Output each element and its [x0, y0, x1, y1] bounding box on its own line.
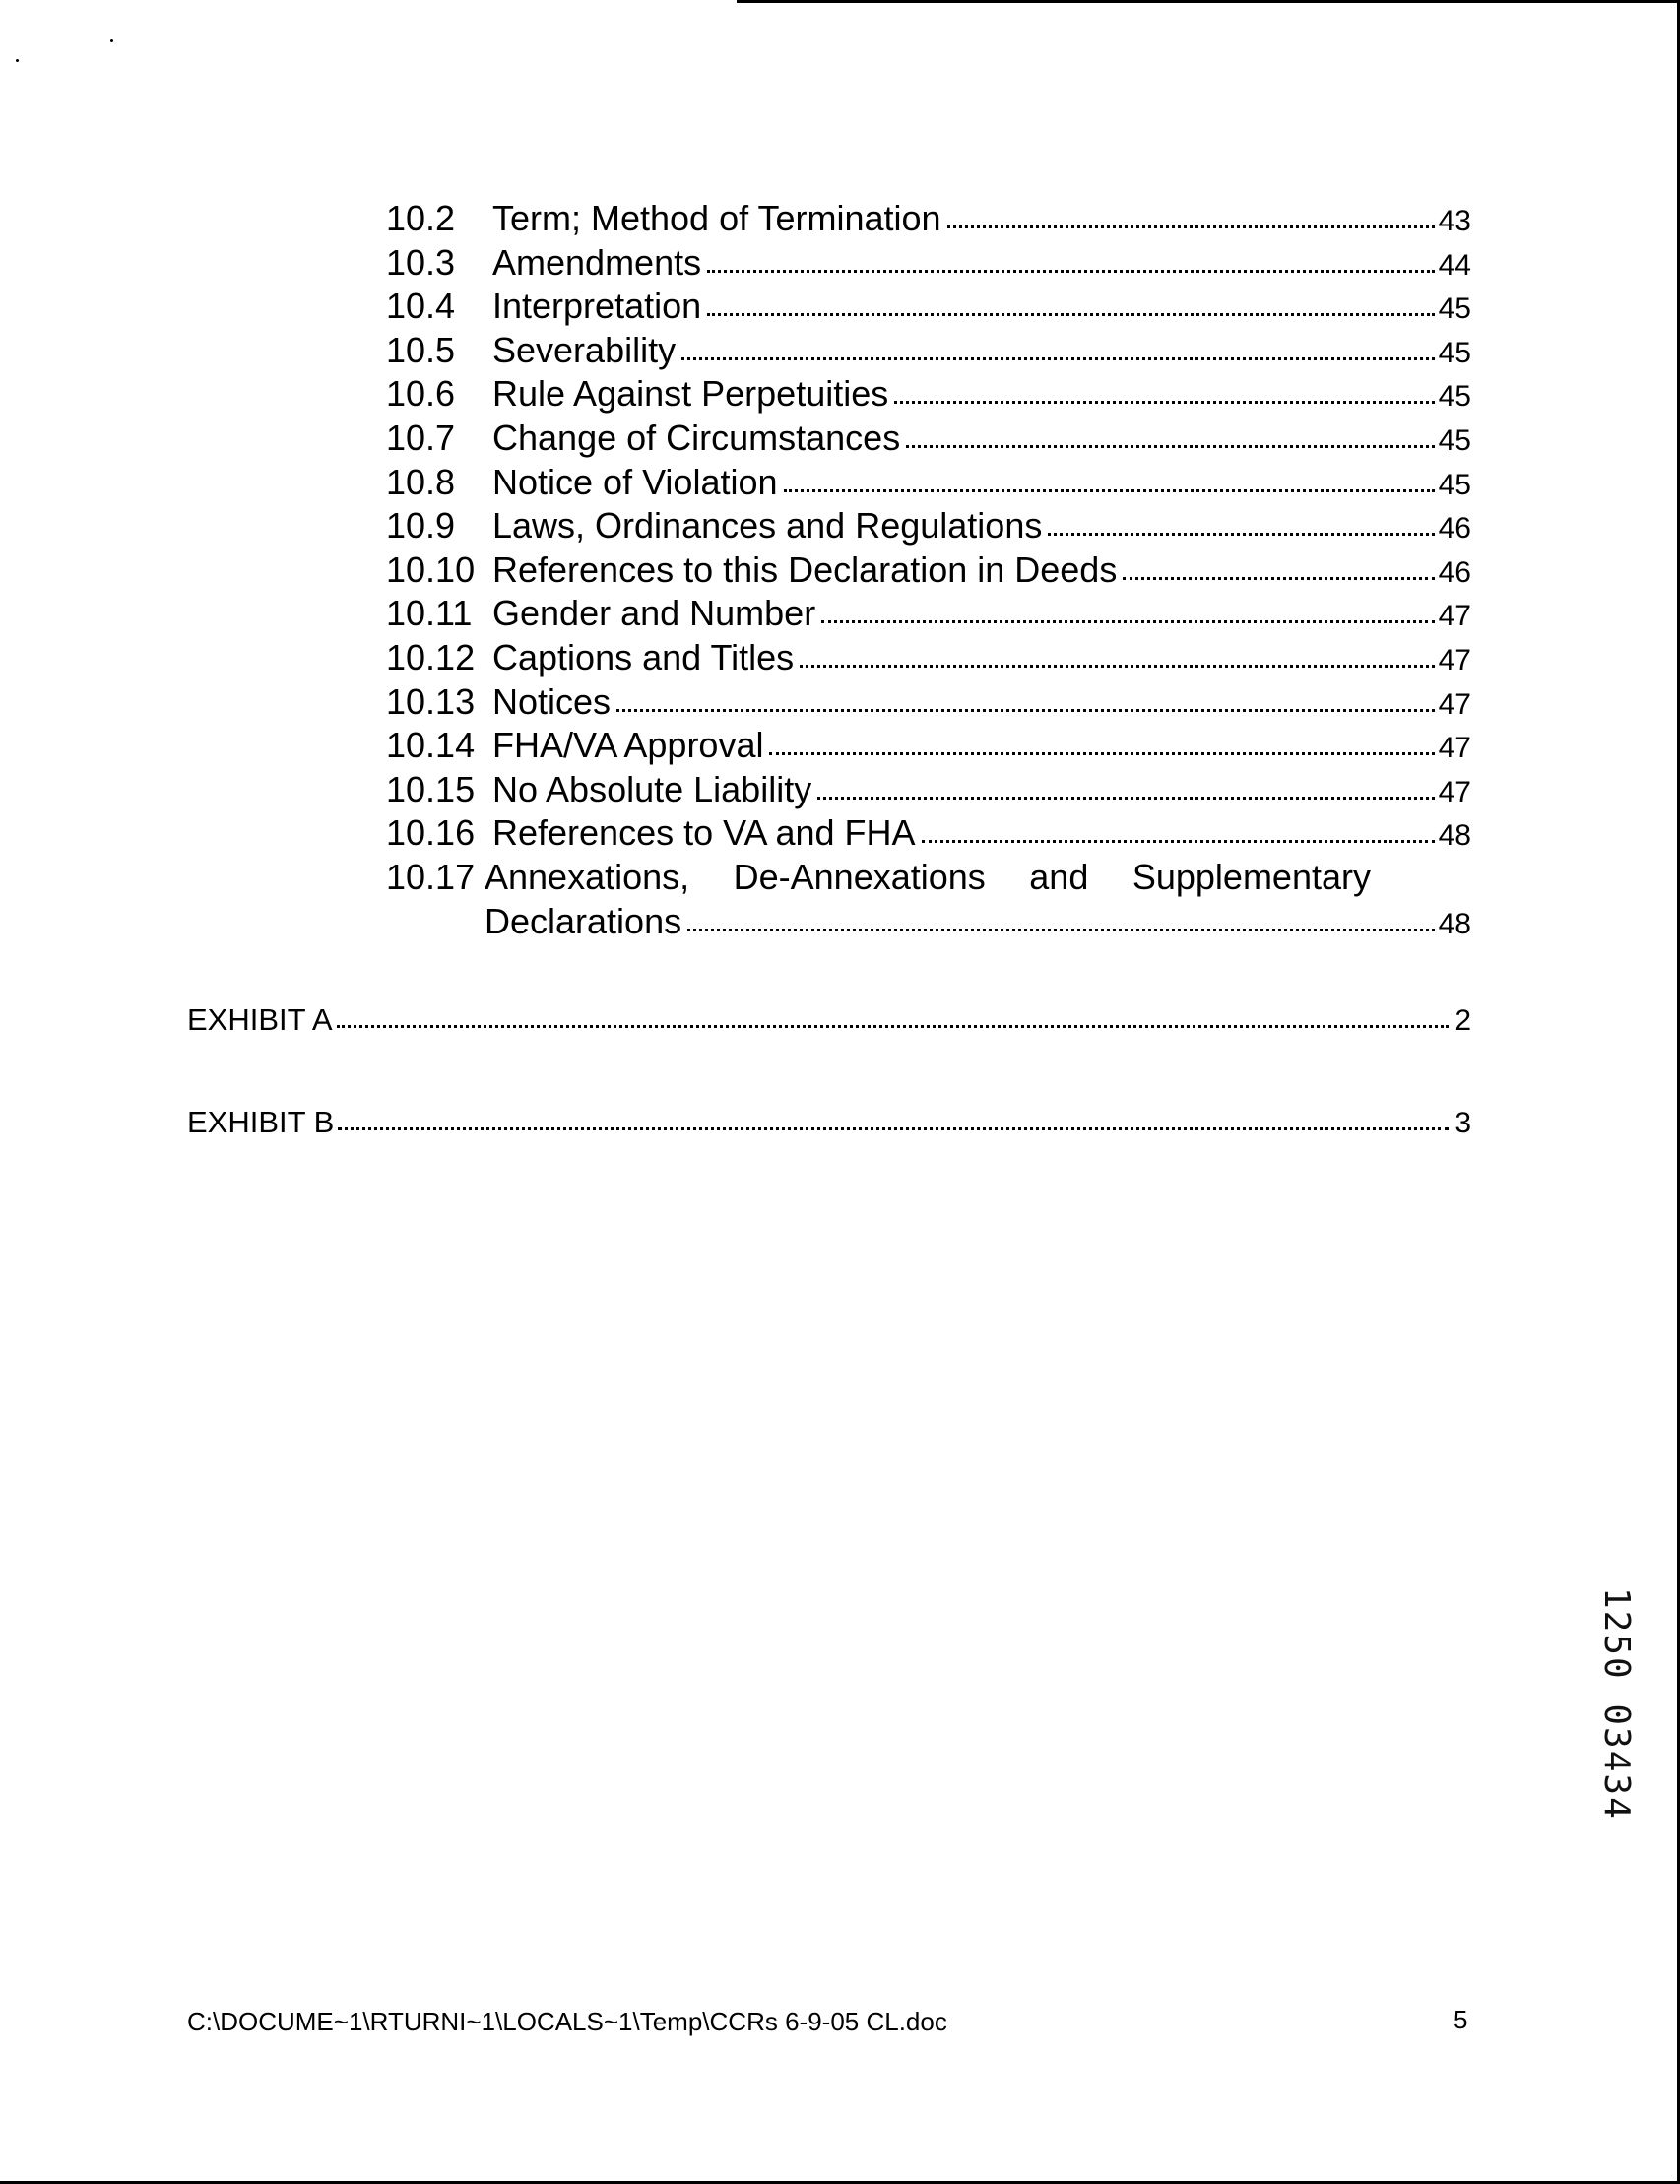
- toc-entry-page: 47: [1438, 775, 1471, 808]
- toc-entry-page: 48: [1438, 907, 1471, 940]
- toc-entry: [386, 680, 1471, 725]
- toc-entry-number: 10.14: [386, 725, 476, 766]
- toc-entry-number: 10.4: [386, 286, 456, 327]
- toc-entry-title: Amendments: [492, 241, 702, 283]
- toc-entry-wrapped: [386, 856, 1471, 900]
- toc-entry-title: References to this Declaration in Deeds: [492, 548, 1118, 590]
- toc-entry: [386, 811, 1471, 856]
- dot-leader: [1048, 533, 1434, 536]
- dot-leader: [707, 313, 1434, 316]
- dot-leader: [800, 665, 1434, 668]
- toc-entry-title: No Absolute Liability: [492, 768, 812, 809]
- footer-file-path: C:\DOCUME~1\RTURNI~1\LOCALS~1\Temp\CCRs 6-9-05 CL.doc: [187, 2007, 947, 2036]
- toc-entry-page: 45: [1438, 380, 1471, 414]
- toc-entry: [386, 285, 1471, 329]
- toc-entry-page: 47: [1438, 643, 1471, 676]
- toc-entry-page: 48: [1438, 819, 1471, 853]
- toc-entry-page: 43: [1438, 205, 1471, 237]
- title-word: Supplementary: [1131, 856, 1371, 897]
- scan-speck: [16, 59, 19, 62]
- dot-leader: [894, 401, 1434, 404]
- toc-entry: [386, 548, 1471, 593]
- toc-entry-title: Gender and Number: [492, 593, 816, 634]
- dot-leader: [784, 489, 1435, 492]
- toc-entry-title-cont: Declarations: [485, 900, 682, 941]
- toc-entry-continuation: [386, 900, 1471, 944]
- toc-entry: [386, 461, 1471, 505]
- toc-entry: [386, 241, 1471, 286]
- dot-leader: [338, 1127, 1449, 1130]
- toc-entry: [386, 197, 1471, 241]
- toc-entry-number: 10.6: [386, 373, 456, 415]
- dot-leader: [707, 270, 1435, 273]
- toc-entry-title: Laws, Ordinances and Regulations: [492, 505, 1043, 546]
- toc-entry-page: 45: [1438, 468, 1471, 501]
- dot-leader: [616, 709, 1435, 712]
- table-of-contents: [386, 197, 1471, 943]
- toc-entry-number: 10.2: [386, 198, 456, 238]
- scan-edge-top: [737, 0, 1680, 3]
- toc-entry: [386, 724, 1471, 768]
- toc-entry: [386, 636, 1471, 680]
- toc-entry-page: 44: [1438, 248, 1471, 282]
- toc-entry-page: 45: [1438, 336, 1471, 369]
- exhibit-label: EXHIBIT B: [187, 1105, 335, 1139]
- toc-entry-title: FHA/VA Approval: [492, 725, 764, 766]
- toc-entry-title: Severability: [492, 329, 677, 370]
- dot-leader: [681, 357, 1435, 360]
- dot-leader: [769, 752, 1434, 755]
- title-word: De-Annexations: [733, 856, 986, 897]
- toc-entry-page: 46: [1438, 555, 1471, 589]
- toc-entry-number: 10.3: [386, 241, 456, 283]
- toc-entry-number: 10.10: [386, 548, 476, 590]
- exhibit-entry: [187, 1105, 1471, 1148]
- toc-entry: [386, 329, 1471, 373]
- toc-entry-number: 10.12: [386, 636, 476, 677]
- dot-leader: [1123, 577, 1434, 580]
- toc-entry-page: 47: [1438, 687, 1471, 721]
- toc-entry-title: Rule Against Perpetuities: [492, 373, 889, 415]
- scan-speck: [110, 39, 113, 42]
- toc-entry-number: 10.16: [386, 812, 476, 854]
- toc-entry-title-line: [485, 856, 1371, 900]
- title-word: and: [1029, 856, 1089, 897]
- toc-entry-page: 47: [1438, 732, 1471, 765]
- toc-entry-page: 45: [1438, 292, 1471, 326]
- exhibit-list: [187, 1002, 1471, 1148]
- toc-entry-title: Notice of Violation: [492, 461, 778, 502]
- exhibit-entry: [187, 1002, 1471, 1046]
- toc-entry-page: 46: [1438, 512, 1471, 546]
- dot-leader: [337, 1025, 1450, 1028]
- toc-entry-page: 47: [1438, 600, 1471, 633]
- toc-entry-title: Interpretation: [492, 286, 702, 327]
- toc-entry-title: Notices: [492, 680, 612, 722]
- toc-entry-title: Captions and Titles: [492, 636, 795, 677]
- dot-leader: [947, 225, 1435, 228]
- toc-entry: [386, 768, 1471, 812]
- dot-leader: [817, 797, 1434, 800]
- footer-page-number: 5: [1454, 2005, 1468, 2034]
- toc-entry-title: Term; Method of Termination: [492, 198, 941, 238]
- exhibit-page: 3: [1454, 1107, 1471, 1139]
- toc-entry-title: Change of Circumstances: [492, 417, 901, 458]
- toc-entry-number: 10.17: [386, 856, 476, 897]
- toc-entry-number: 10.5: [386, 329, 456, 370]
- toc-entry-number: 10.11: [386, 593, 473, 634]
- document-stamp-number: 1250 03434: [1596, 1587, 1637, 1821]
- toc-entry: [386, 504, 1471, 548]
- toc-entry-number: 10.7: [386, 417, 456, 458]
- exhibit-label: EXHIBIT A: [187, 1002, 333, 1037]
- dot-leader: [687, 929, 1435, 931]
- exhibit-page: 2: [1454, 1004, 1471, 1037]
- toc-entry-number: 10.15: [386, 768, 476, 809]
- toc-entry-number: 10.13: [386, 680, 476, 722]
- toc-entry: [386, 372, 1471, 417]
- toc-entry-number: 10.9: [386, 505, 456, 546]
- toc-entry-title: References to VA and FHA: [492, 812, 916, 854]
- dot-leader: [821, 620, 1434, 623]
- toc-entry: [386, 592, 1471, 636]
- dot-leader: [922, 840, 1435, 843]
- toc-entry-page: 45: [1438, 423, 1471, 457]
- title-word: Annexations,: [485, 856, 690, 897]
- toc-entry: [386, 417, 1471, 461]
- dot-leader: [906, 445, 1434, 448]
- toc-entry-number: 10.8: [386, 461, 456, 502]
